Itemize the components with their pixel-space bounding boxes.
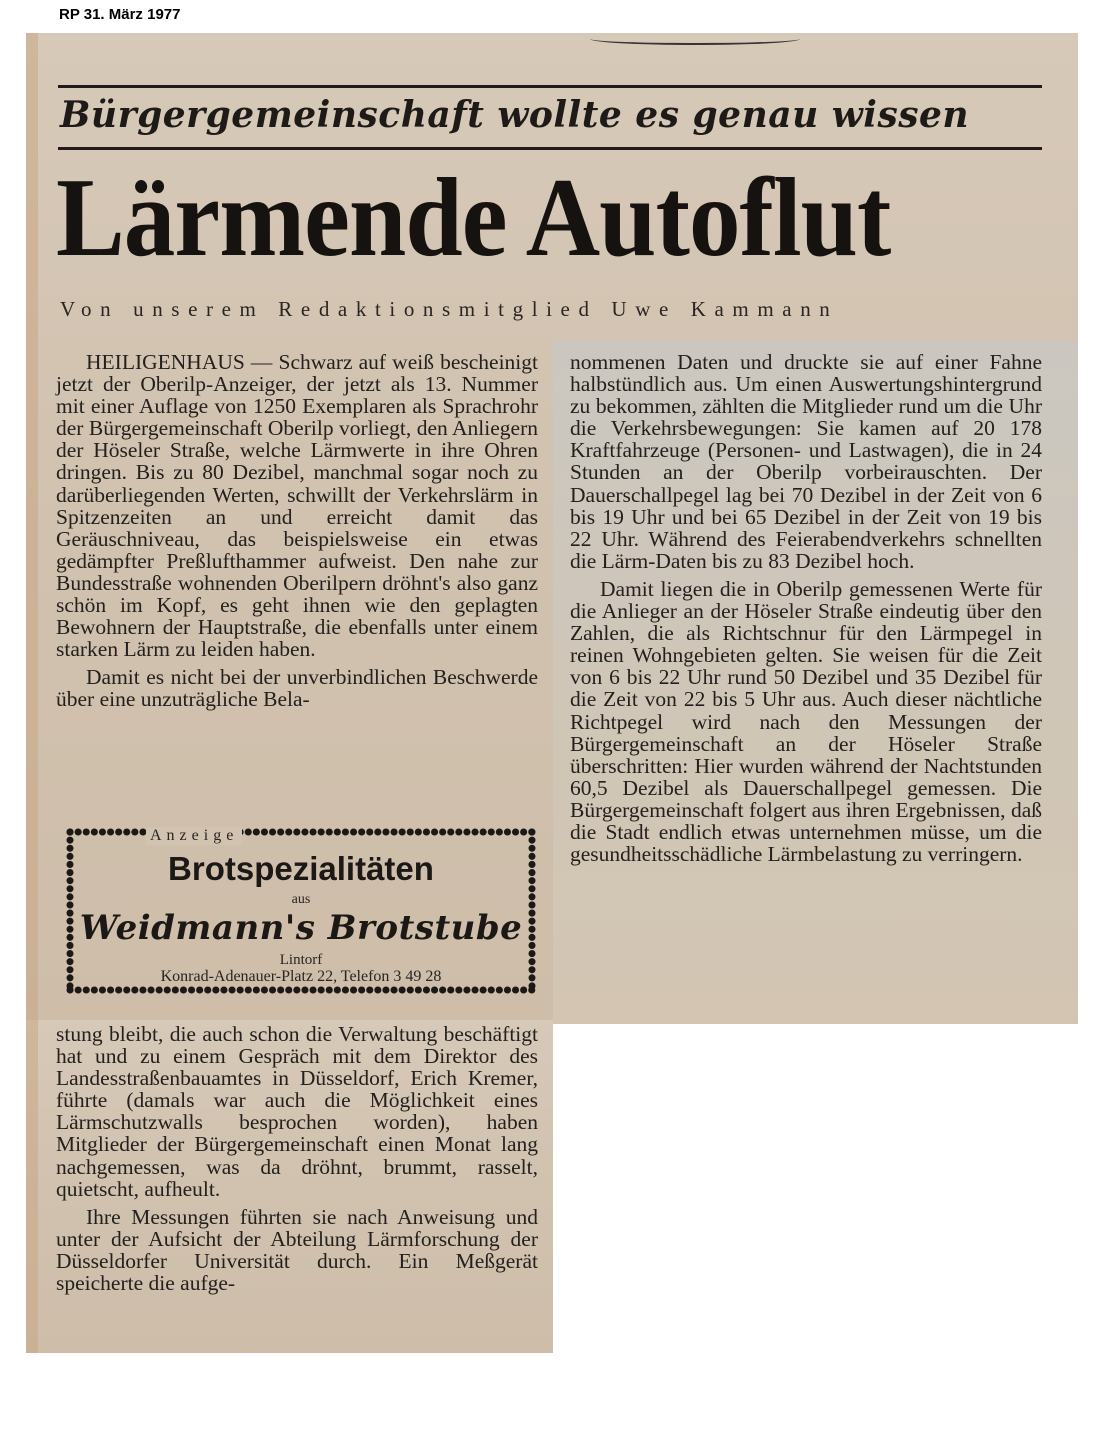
ad-connector: aus <box>291 892 311 907</box>
paragraph: HEILIGENHAUS — Schwarz auf weiß bescheinigt jetzt der Oberilp-Anzeiger, der jetzt als 13. Nummer mit einer Auflage von 1250 Exemplaren als Sprachrohr der Bürgergemeinschaft Oberilp vorliegt, den Anliegern der Höseler Straße, welche Lärmwerte in ihre Ohren dringen. Bis zu 80 Dezibel, manchmal sogar noch zu darüberliegenden Werten, schwillt der Verkehrslärm in Spitzenzeiten an und erreicht damit das Geräuschniveau, das beispielsweise ein etwas gedämpfter Preßlufthammer aufweist. Den nahe zur Bundesstraße wohnenden Oberilpern dröhnt's also ganz schön im Kopf, es geht ihnen wie den geplagten Bewohnern der Hauptstraße, die ebenfalls unter einem starken Lärm zu leiden haben. <box>56 350 538 662</box>
article-column-left-top <box>56 351 538 711</box>
kicker-bottom-rule <box>58 147 1042 150</box>
advertisement-box <box>66 828 536 994</box>
source-label: RP 31. März 1977 <box>59 6 181 23</box>
paragraph: Damit liegen die in Oberilp gemessenen Werte für die Anlieger an der Höseler Straße eindeutig über den Zahlen, die als Richtschnur für den Lärmpegel in reinen Wohngebieten gelten. Sie weisen für die Zeit von 6 bis 22 Uhr rund 50 Dezibel und 35 Dezibel für die Zeit von 22 bis 5 Uhr aus. Auch dieser nächtliche Richtpegel wird nach den Messungen der Bürgergemeinschaft an der Höseler Straße überschritten: Hier wurden während der Nachtstunden 60,5 Dezibel als Dauerschallpegel gemessen. Die Bürgergemeinschaft folgert aus ihren Ergebnissen, daß die Stadt endlich etwas unternehmen müsse, um die gesundheitsschädliche Lärmbelastung zu verringern. <box>570 576 1042 867</box>
article-kicker: Bürgergemeinschaft wollte es genau wissen <box>60 94 970 136</box>
paragraph: Damit es nicht bei der unverbindlichen Beschwerde über eine unzuträgliche Bela- <box>56 665 538 712</box>
ad-shop-name: Weidmann's Brotstube <box>79 908 523 948</box>
paragraph: nommenen Daten und druckte sie auf einer Fahne halbstündlich aus. Um einen Auswertungshintergrund zu bekommen, zählten die Mitglieder rund um die Uhr die Verkehrsbewegungen: Sie kamen auf 20 178 Kraftfahrzeuge (Personen- und Lastwagen), die in 24 Stunden an der Oberilp vorbeirauschten. Der Dauerschallpegel lag bei 70 Dezibel in der Zeit von 6 bis 19 Uhr und bei 65 Dezibel in der Zeit von 19 bis 22 Uhr. Während des Feierabendverkehrs schnellten die Lärm-Daten bis zu 83 Dezibel hoch. <box>570 350 1042 573</box>
clipping-edge <box>26 33 38 1353</box>
ad-title: Brotspezialitäten <box>168 850 434 887</box>
ad-address: Konrad-Adenauer-Platz 22, Telefon 3 49 28 <box>160 968 442 985</box>
ad-town: Lintorf <box>279 952 323 968</box>
fold-mark <box>590 33 800 45</box>
article-headline: Lärmende Autoflut <box>56 156 891 280</box>
ad-label: Anzeige <box>146 827 242 845</box>
article-byline: Von unserem Redaktionsmitglied Uwe Kammann <box>60 297 839 321</box>
article-column-left-bottom <box>56 1023 538 1294</box>
article-column-right <box>570 351 1042 865</box>
paragraph: stung bleibt, die auch schon die Verwaltung beschäftigt hat und zu einem Gespräch mit dem Direktor des Landesstraßenbauamtes in Düsseldorf, Erich Kremer, führte (damals war auch die Möglichkeit eines Lärmschutzwalls besprochen worden), haben Mitglieder der Bürgergemeinschaft einen Monat lang nachgemessen, was da dröhnt, brummt, rasselt, quietscht, aufheult. <box>56 1022 538 1201</box>
paragraph: Ihre Messungen führten sie nach Anweisung und unter der Aufsicht der Abteilung Lärmforschung der Düsseldorfer Universität durch. Ein Meßgerät speicherte die aufge- <box>56 1204 538 1296</box>
kicker-top-rule <box>58 85 1042 88</box>
